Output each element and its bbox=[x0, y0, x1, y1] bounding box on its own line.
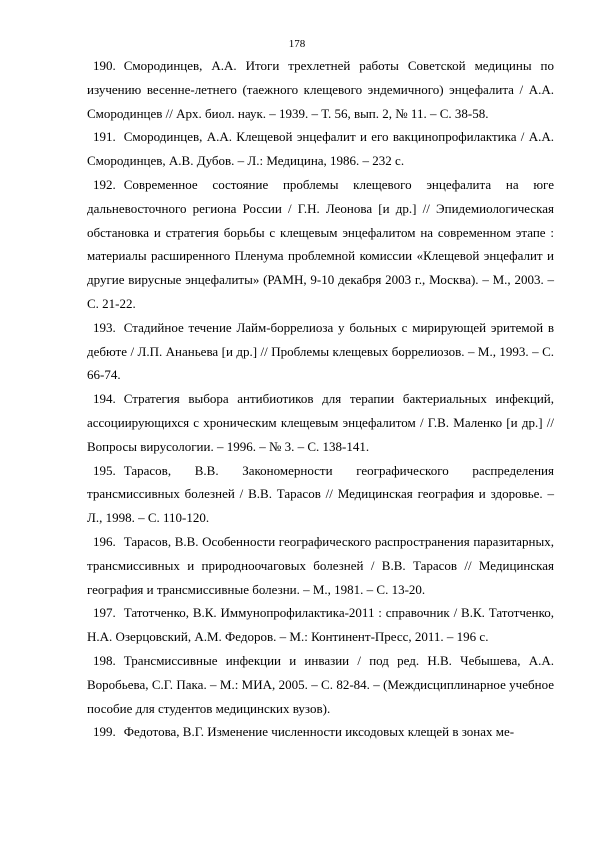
reference-text: Стратегия выбора антибиотиков для терапии бактериальных инфекций, ассоциирующихся с хроническим клещевым энцефалитом / Г.В. Маленко [и др.] // Вопросы вирусологии. – 1996. – № 3. – С. 138-141. bbox=[87, 391, 554, 454]
reference-list bbox=[87, 54, 554, 744]
reference-text: Тарасов, В.В. Закономерности географического распределения трансмиссивных болезней / В.В. Тарасов // Медицинская география и здоровье. – Л., 1998. – С. 110-120. bbox=[87, 462, 554, 526]
reference-text: Стадийное течение Лайм-боррелиоза у больных с мирирующей эритемой в дебюте / Л.П. Ананьева [и др.] // Проблемы клещевых боррелиозов. – М., 1993. – С. 66-74. bbox=[87, 319, 554, 383]
reference-number: 197. bbox=[93, 605, 116, 621]
reference-text: Федотова, В.Г. Изменение численности иксодовых клещей в зонах ме- bbox=[123, 724, 515, 740]
reference-number: 190. bbox=[93, 58, 116, 73]
reference-item bbox=[87, 125, 554, 173]
reference-number: 193. bbox=[93, 319, 116, 335]
reference-number: 195. bbox=[93, 462, 116, 478]
reference-item bbox=[87, 387, 554, 458]
reference-text: Татотченко, В.К. Иммунопрофилактика-2011 : справочник / В.К. Татотченко, Н.А. Озерцовский, А.М. Федоров. – М.: Континент-Пресс, 2011. – 196 с. bbox=[87, 605, 554, 645]
reference-number: 194. bbox=[93, 391, 116, 407]
reference-text: Смородинцев, А.А. Итоги трехлетней работы Советской медицины по изучению весенне-летнего (таежного клещевого эндемичного) энцефалита / А.А. Смородинцев // Арх. биол. наук. – 1939. – Т. 56, вып. 2, № 11. – С. 38-58. bbox=[87, 58, 554, 121]
reference-text: Современное состояние проблемы клещевого энцефалита на юге дальневосточного региона России / Г.Н. Леонова [и др.] // Эпидемиологическая обстановка и стратегия борьбы с клещевым энцефалитом на современном этапе : материалы расширенного Пленума проблемной комиссии «Клещевой энцефалит и другие вирусные энцефалиты» (РАМН, 9-10 декабря 2003 г., Москва). – М., 2003. – С. 21-22. bbox=[87, 176, 554, 311]
reference-text: Трансмиссивные инфекции и инвазии / под ред. Н.В. Чебышева, А.А. Воробьева, С.Г. Пака. – М.: МИА, 2005. – С. 82-84. – (Междисциплинарное учебное пособие для студентов медицинских вузов). bbox=[87, 652, 554, 716]
reference-item bbox=[87, 720, 554, 744]
reference-number: 196. bbox=[93, 533, 116, 549]
reference-number: 192. bbox=[93, 176, 116, 192]
reference-item bbox=[87, 316, 554, 387]
reference-number: 191. bbox=[93, 129, 116, 145]
reference-item bbox=[87, 530, 554, 601]
reference-number: 199. bbox=[93, 724, 116, 740]
reference-item bbox=[87, 173, 554, 316]
reference-text: Смородинцев, А.А. Клещевой энцефалит и его вакцинопрофилактика / А.А. Смородинцев, А.В. Дубов. – Л.: Медицина, 1986. – 232 с. bbox=[87, 129, 554, 169]
reference-item bbox=[87, 459, 554, 530]
page-number: 178 bbox=[288, 38, 306, 50]
reference-item bbox=[87, 601, 554, 649]
reference-item bbox=[87, 54, 554, 125]
reference-item bbox=[87, 649, 554, 720]
reference-number: 198. bbox=[93, 652, 116, 668]
reference-text: Тарасов, В.В. Особенности географического распространения паразитарных, трансмиссивных и природноочаговых болезней / В.В. Тарасов // Медицинская география и трансмиссивные болезни. – М., 1981. – С. 13-20. bbox=[87, 533, 554, 597]
